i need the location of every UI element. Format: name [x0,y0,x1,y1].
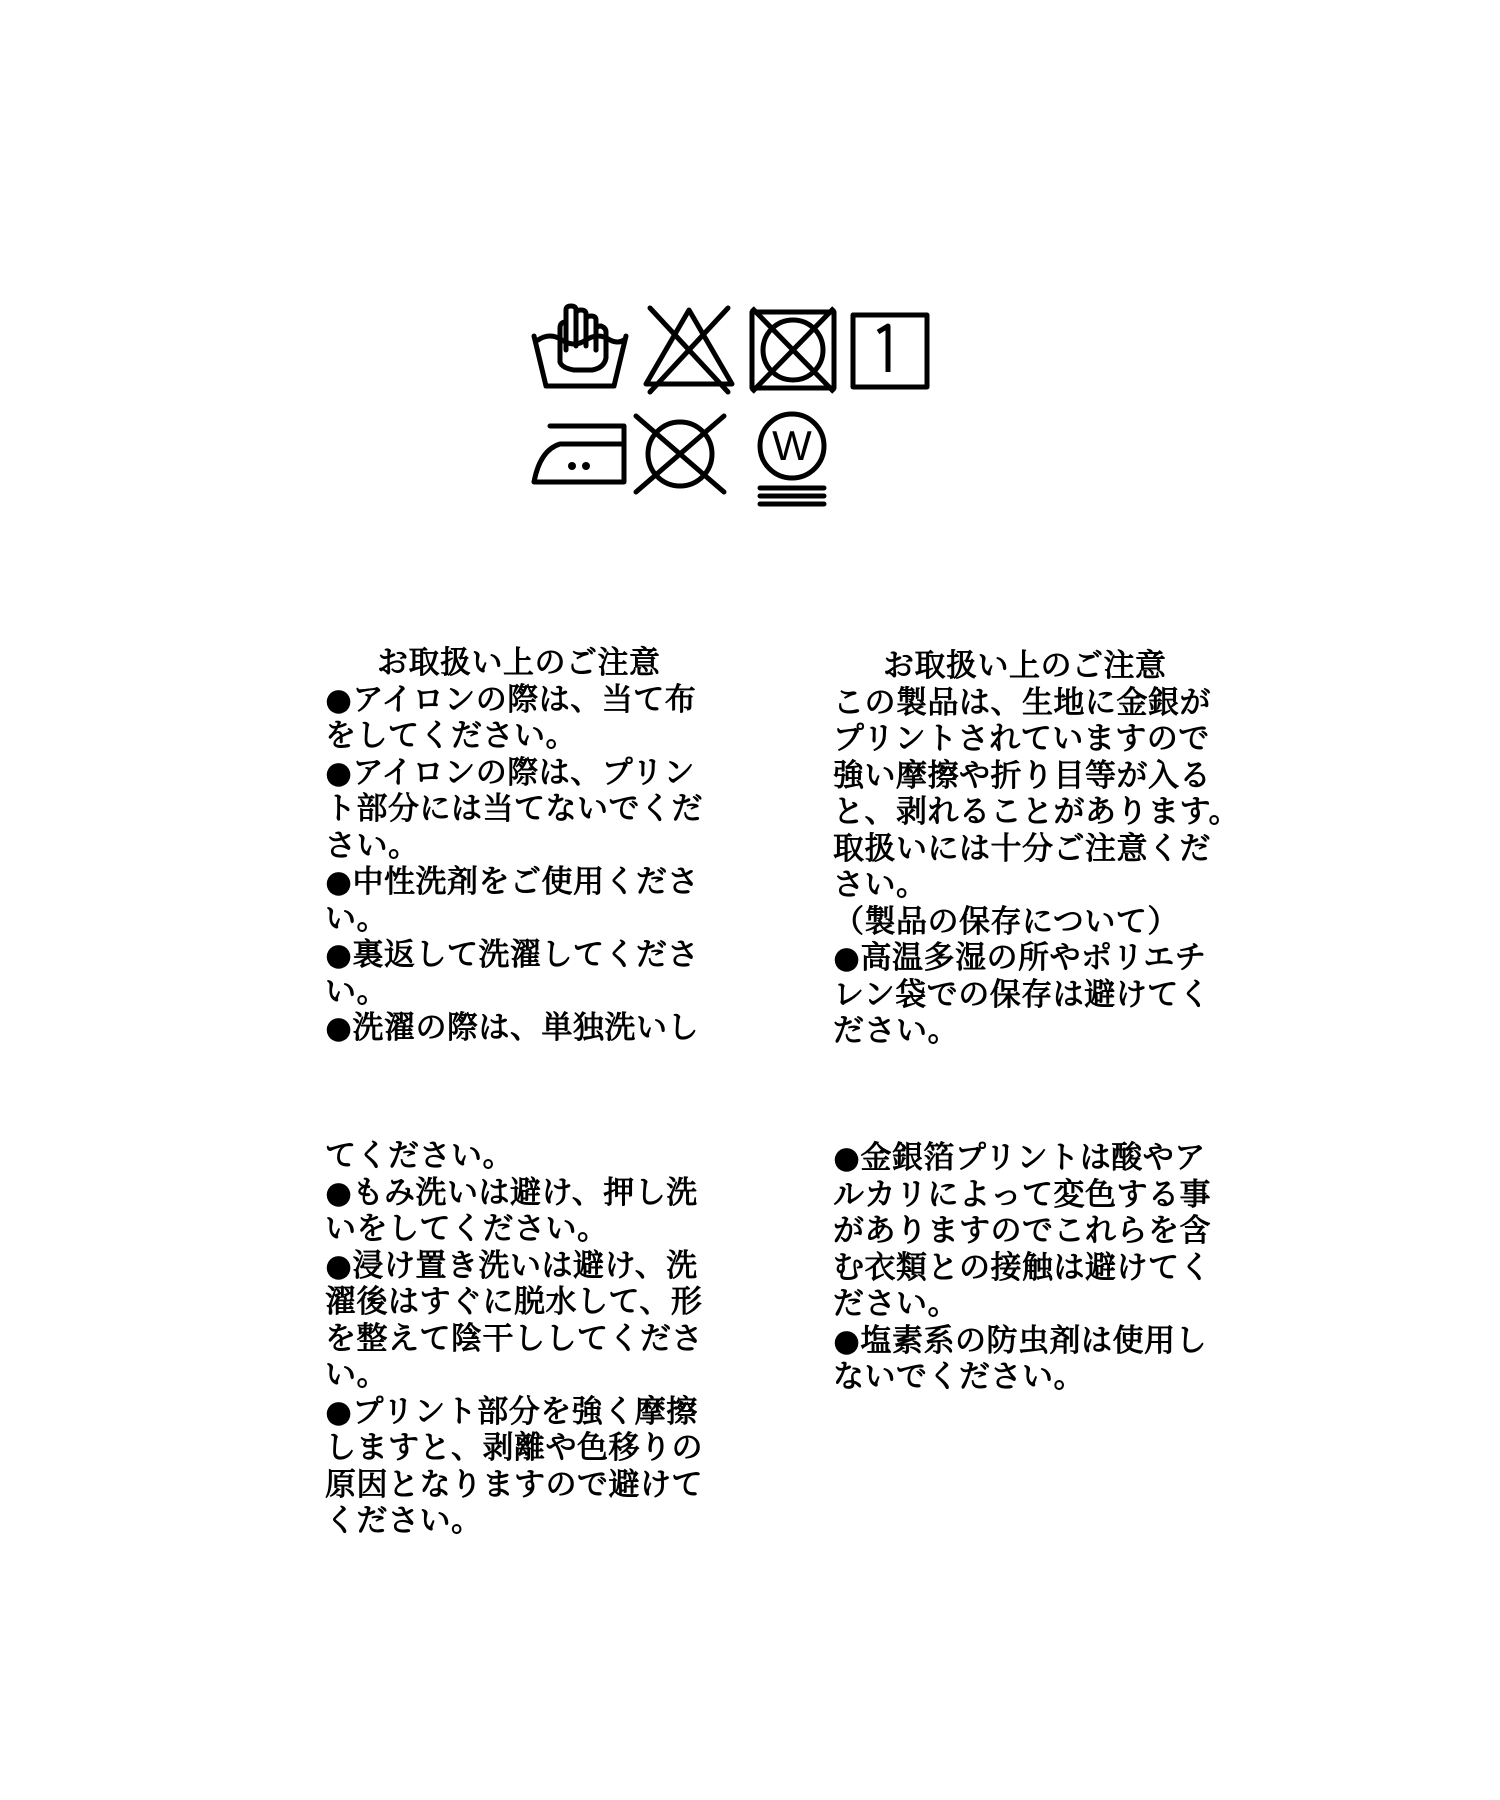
text-line: この製品は、生地に金銀が [833,684,1211,721]
section-heading: お取扱い上のご注意 [377,645,661,681]
text-line: しますと、剥離や色移りの [325,1430,703,1466]
text-line: む衣類との接触は避けてく [833,1249,1211,1286]
text-line: ●洗濯の際は、単独洗いし [325,1010,700,1046]
text-line: 原因となりますので避けて [325,1466,703,1503]
text-line: ください。 [325,1503,483,1539]
care-notes-top-right [833,648,1240,1050]
text-line: ト部分には当てないでくだ [325,791,703,827]
text-line: さい。 [325,827,420,864]
care-notes-bottom-right [833,1140,1211,1396]
text-line: 取扱いには十分ご注意くだ [833,830,1211,867]
line-dry-icon [850,312,930,392]
no-bleach-icon [642,306,737,396]
text-line: レン袋での保存は避けてく [833,976,1211,1013]
hand-wash-icon [530,306,630,396]
no-tumble-dry-icon [748,306,838,396]
text-line: ださい。 [833,1286,959,1322]
text-line: い。 [325,973,388,1010]
text-line: いをしてください。 [325,1211,609,1247]
text-line: ●金銀箔プリントは酸やア [833,1140,1206,1176]
text-line: ●アイロンの際は、プリン [325,754,696,791]
text-line: 濯後はすぐに脱水して、形 [325,1284,703,1320]
text-line: ●浸け置き洗いは避け、洗 [325,1247,698,1284]
wet-clean-icon [752,408,832,508]
text-line: ださい。 [833,1013,959,1049]
text-line: プリントされていますので [833,721,1210,757]
text-line: ルカリによって変色する事 [833,1176,1211,1213]
no-dry-clean-icon [630,410,730,500]
text-line: （製品の保存について） [833,903,1179,940]
care-symbols [530,300,950,520]
text-line: ないでください。 [833,1359,1085,1395]
text-line: ●中性洗剤をご使用くださ [325,864,700,900]
text-line: さい。 [833,867,928,903]
text-line: ●プリント部分を強く摩擦 [325,1393,698,1430]
text-line: ●もみ洗いは避け、押し洗 [325,1174,698,1211]
text-line: い。 [325,900,388,937]
iron-low-icon [530,420,630,490]
section-heading: お取扱い上のご注意 [883,648,1167,684]
text-line: ●塩素系の防虫剤は使用し [833,1322,1208,1359]
text-line: ●高温多湿の所やポリエチ [833,940,1207,976]
care-notes-bottom-left [325,1138,703,1540]
wet-clean-label: W [772,422,812,469]
text-line: を整えて陰干ししてくださ [325,1320,703,1357]
text-line: ●アイロンの際は、当て布 [325,681,697,718]
text-line: 強い摩擦や折り目等が入る [833,757,1211,794]
text-line: い。 [325,1357,388,1393]
text-line: をしてください。 [325,718,577,754]
text-line: ●裏返して洗濯してくださ [325,937,700,973]
text-line: がありますのでこれらを含 [833,1213,1211,1249]
text-line: と、剥れることがあります。 [833,794,1241,830]
text-line: てください。 [325,1138,514,1174]
care-notes-top-left [325,645,703,1047]
